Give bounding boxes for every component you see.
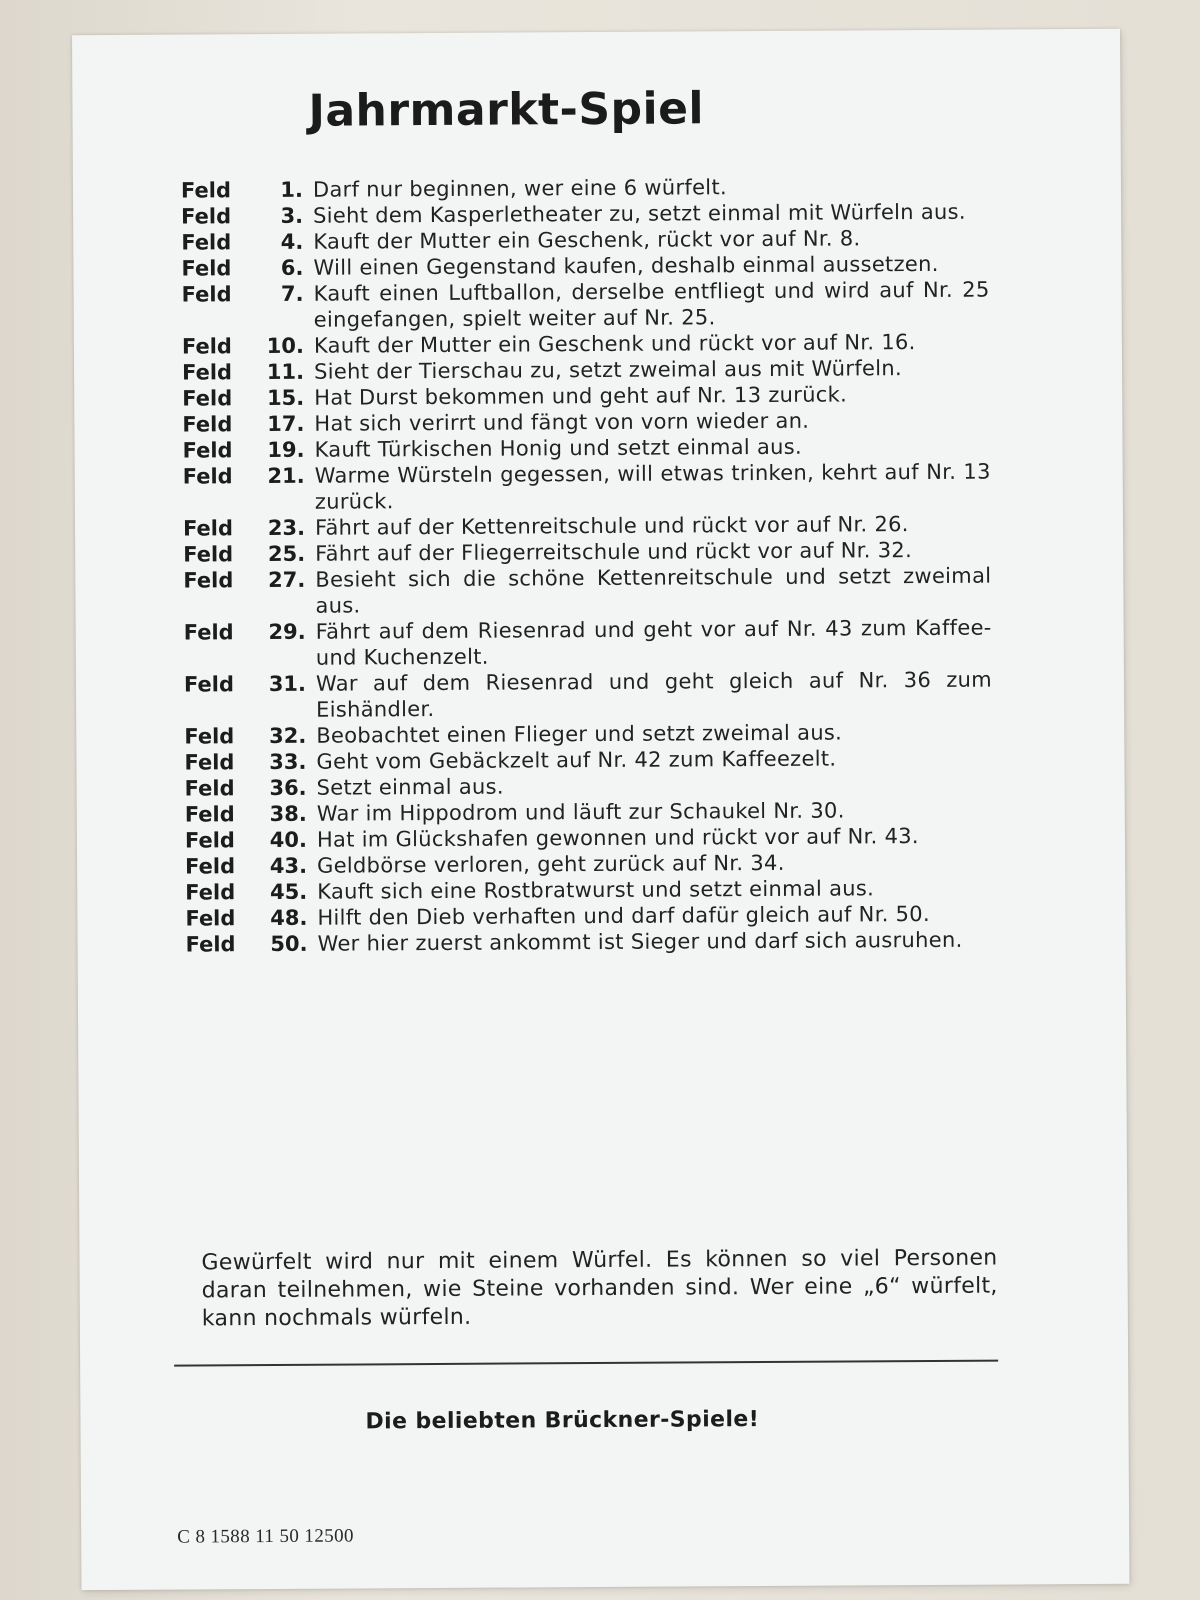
rule-text: Kauft der Mutter ein Geschenk, rückt vor auf Nr. 8. bbox=[313, 226, 861, 254]
rule-field-word: Feld bbox=[181, 334, 232, 359]
rule-text: Wer hier zuerst ankommt ist Sieger und darf sich ausruhen. bbox=[317, 927, 963, 956]
rule-field-word: Feld bbox=[184, 724, 235, 749]
rule-field-number: 27. bbox=[268, 567, 306, 593]
rule-text: Darf nur beginnen, wer eine 6 würfelt. bbox=[312, 175, 727, 202]
rule-text: Beobachtet einen Flieger und setzt zweimal aus. bbox=[316, 720, 843, 748]
rule-field-label bbox=[184, 671, 310, 698]
rule-field-label bbox=[181, 255, 307, 282]
rule-field-word: Feld bbox=[181, 230, 232, 255]
rule-text: Kauft sich eine Rostbratwurst und setzt einmal aus. bbox=[317, 876, 875, 904]
rule-field-label bbox=[181, 177, 307, 204]
rule-field-number: 45. bbox=[269, 879, 308, 905]
rule-field-number: 4. bbox=[280, 229, 304, 254]
rule-field-number: 31. bbox=[268, 671, 307, 697]
rule-field-label bbox=[185, 775, 311, 802]
rule-field-label bbox=[185, 879, 311, 906]
rule-field-label bbox=[181, 203, 307, 230]
rule-field-number: 38. bbox=[269, 801, 307, 827]
rule-field-number: 6. bbox=[280, 255, 304, 280]
rule-field-number: 33. bbox=[269, 749, 307, 775]
rule-field-number: 50. bbox=[270, 931, 308, 957]
rule-field-word: Feld bbox=[184, 776, 235, 801]
rule-field-word: Feld bbox=[183, 568, 234, 593]
rule-field-number: 10. bbox=[266, 333, 304, 359]
rule-field-number: 1. bbox=[280, 177, 304, 202]
rule-field-number: 32. bbox=[269, 723, 307, 749]
rule-field-word: Feld bbox=[184, 750, 235, 775]
rule-field-number: 43. bbox=[269, 853, 308, 879]
rule-field-number: 48. bbox=[270, 905, 308, 931]
rule-text: Hat sich verirrt und fängt von vorn wieder an. bbox=[314, 408, 810, 436]
rule-text: Fährt auf der Fliegerreitschule und rückt vor auf Nr. 32. bbox=[315, 538, 913, 566]
rule-field-label bbox=[183, 541, 309, 568]
rule-field-word: Feld bbox=[185, 880, 236, 905]
rule-text: War auf dem Riesenrad und geht gleich auf Nr. 36 zum Eishändler. bbox=[315, 667, 993, 722]
rule-text: Sieht dem Kasperletheater zu, setzt einmal mit Würfeln aus. bbox=[313, 199, 966, 228]
rule-field-number: 3. bbox=[280, 203, 304, 228]
rule-field-number: 7. bbox=[280, 281, 304, 306]
rule-field-word: Feld bbox=[181, 360, 233, 385]
rule-field-label bbox=[182, 281, 308, 308]
rule-field-word: Feld bbox=[183, 542, 234, 567]
rule-field-number: 40. bbox=[269, 827, 308, 853]
rule-field-number: 23. bbox=[267, 515, 306, 541]
rule-text: Hat Durst bekommen und geht auf Nr. 13 zurück. bbox=[314, 382, 848, 410]
rule-field-word: Feld bbox=[182, 438, 233, 463]
rule-text: Besieht sich die schöne Kettenreitschule und setzt zweimal aus. bbox=[315, 563, 992, 618]
rule-field-word: Feld bbox=[185, 854, 236, 879]
rule-text: Geldbörse verloren, geht zurück auf Nr. 34. bbox=[317, 850, 785, 878]
rule-text: Warme Würsteln gegessen, will etwas trinken, kehrt auf Nr. 13 zurück. bbox=[314, 459, 991, 514]
rule-field-number: 19. bbox=[267, 437, 305, 463]
rule-text: Fährt auf der Kettenreitschule und rückt vor auf Nr. 26. bbox=[314, 512, 909, 540]
rules-sheet bbox=[72, 29, 1129, 1590]
rule-field-word: Feld bbox=[181, 204, 232, 229]
rule-field-label bbox=[185, 827, 311, 854]
rule-field-number: 17. bbox=[267, 411, 305, 437]
rule-row bbox=[184, 667, 992, 724]
document-title: Jahrmarkt-Spiel bbox=[308, 83, 705, 137]
rule-row bbox=[183, 563, 991, 620]
rule-field-label bbox=[185, 931, 311, 958]
rule-field-number: 36. bbox=[269, 775, 307, 801]
rule-field-number: 15. bbox=[266, 385, 305, 411]
divider-line bbox=[174, 1360, 998, 1367]
rule-text: Hat im Glückshafen gewonnen und rückt vor auf Nr. 43. bbox=[316, 824, 919, 852]
rule-field-word: Feld bbox=[185, 932, 236, 957]
rules-list bbox=[181, 173, 994, 958]
rule-field-word: Feld bbox=[181, 282, 232, 307]
rule-text: Fährt auf dem Riesenrad und geht vor auf Nr. 43 zum Kaffee- und Kuchenzelt. bbox=[315, 615, 992, 670]
rule-text: Kauft der Mutter ein Geschenk und rückt vor auf Nr. 16. bbox=[313, 330, 916, 358]
rule-field-number: 21. bbox=[267, 463, 305, 489]
rule-field-word: Feld bbox=[182, 386, 233, 411]
rule-field-label bbox=[184, 723, 310, 750]
rule-field-number: 29. bbox=[268, 619, 306, 645]
rule-field-label bbox=[185, 853, 311, 880]
rule-field-word: Feld bbox=[182, 412, 233, 437]
game-note: Gewürfelt wird nur mit einem Würfel. Es können so viel Personen daran teilnehmen, wie Steine vorhanden sind. Wer eine „6“ würfelt, kann nochmals würfeln. bbox=[201, 1245, 998, 1332]
rule-field-label bbox=[182, 411, 308, 438]
rule-field-word: Feld bbox=[182, 464, 233, 489]
rule-field-word: Feld bbox=[185, 906, 236, 931]
rule-text: War im Hippodrom und läuft zur Schaukel Nr. 30. bbox=[316, 798, 845, 826]
rule-field-word: Feld bbox=[183, 620, 234, 645]
brand-line: Die beliebten Brückner-Spiele! bbox=[365, 1407, 760, 1435]
rule-text: Will einen Gegenstand kaufen, deshalb einmal aussetzen. bbox=[313, 251, 939, 280]
rule-field-word: Feld bbox=[184, 802, 235, 827]
rule-field-label bbox=[182, 333, 308, 360]
rule-row bbox=[185, 927, 993, 958]
rule-field-word: Feld bbox=[182, 516, 234, 541]
rule-field-label bbox=[183, 515, 309, 542]
rule-field-label bbox=[185, 905, 311, 932]
rule-text: Kauft einen Luftballon, derselbe entfliegt und wird auf Nr. 25 eingefangen, spielt weiter auf Nr. 25. bbox=[313, 277, 990, 332]
rule-field-label bbox=[183, 567, 309, 594]
rule-field-label bbox=[183, 463, 309, 490]
rule-row bbox=[183, 459, 991, 516]
rule-field-label bbox=[184, 619, 310, 646]
rule-field-word: Feld bbox=[181, 256, 232, 281]
rule-text: Sieht der Tierschau zu, setzt zweimal aus mit Würfeln. bbox=[313, 356, 903, 384]
rule-field-number: 25. bbox=[267, 541, 306, 567]
rule-field-label bbox=[182, 385, 308, 412]
rule-text: Geht vom Gebäckzelt auf Nr. 42 zum Kaffeezelt. bbox=[316, 746, 837, 774]
rule-text: Kauft Türkischen Honig und setzt einmal aus. bbox=[314, 434, 803, 462]
rule-field-label bbox=[184, 749, 310, 776]
print-code: C 8 1588 11 50 12500 bbox=[177, 1525, 354, 1548]
rule-row bbox=[182, 277, 990, 334]
rule-row bbox=[184, 615, 992, 672]
rule-field-word: Feld bbox=[183, 672, 235, 697]
rule-field-number: 11. bbox=[266, 359, 305, 385]
rule-field-label bbox=[185, 801, 311, 828]
rule-text: Setzt einmal aus. bbox=[316, 774, 504, 800]
rule-field-label bbox=[182, 359, 308, 386]
rule-field-label bbox=[182, 437, 308, 464]
rule-field-word: Feld bbox=[184, 828, 235, 853]
rule-text: Hilft den Dieb verhaften und darf dafür gleich auf Nr. 50. bbox=[317, 901, 930, 930]
rule-field-word: Feld bbox=[180, 178, 232, 203]
rule-field-label bbox=[181, 229, 307, 256]
